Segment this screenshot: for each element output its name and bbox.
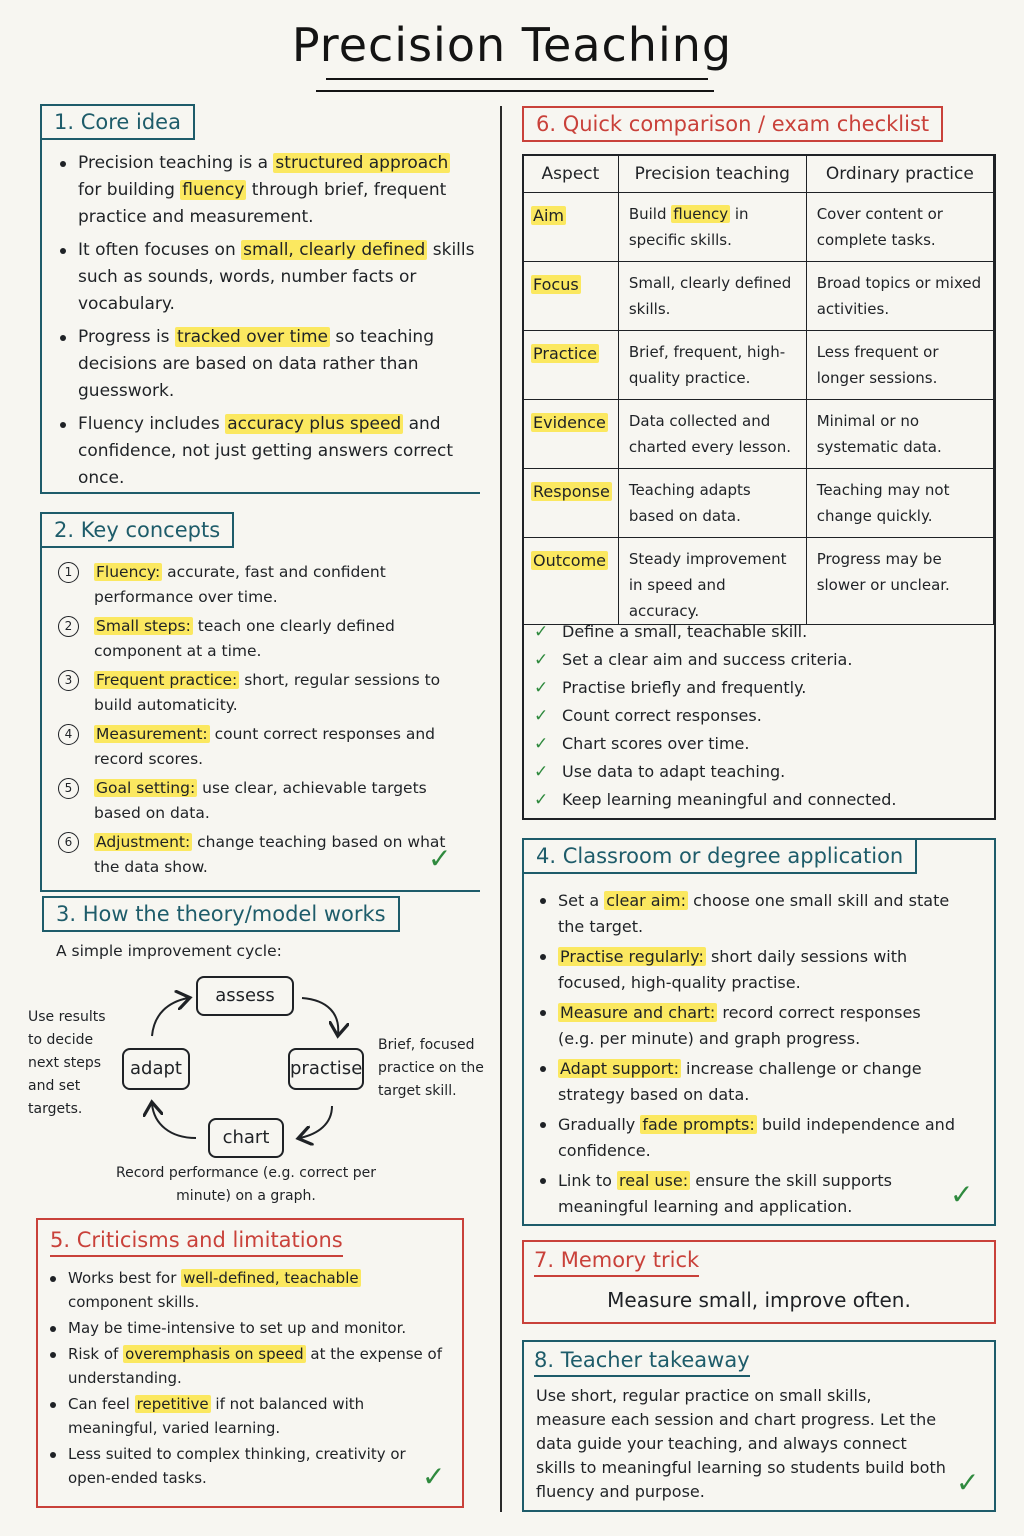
- list-item: Less suited to complex thinking, creativity or open-ended tasks.: [46, 1442, 446, 1490]
- table-row: [523, 331, 994, 400]
- check-icon: ✓: [428, 842, 452, 875]
- table-row: [523, 193, 994, 262]
- list-item: 3 Frequent practice: short, regular sessions to build automaticity.: [58, 668, 468, 718]
- table-cell: Less frequent or longer sessions.: [806, 331, 993, 400]
- section-comparison: [522, 154, 996, 820]
- section-heading: 2. Key concepts: [40, 512, 234, 548]
- list-item: ✓ Define a small, teachable skill.: [534, 618, 984, 646]
- highlight: fluency: [182, 180, 245, 200]
- list-item: 4 Measurement: count correct responses and record scores.: [58, 722, 468, 772]
- highlight: well-defined, teachable: [183, 1269, 359, 1287]
- list-item: 1 Fluency: accurate, fast and confident performance over time.: [58, 560, 468, 610]
- table-cell: Steady improvement in speed and accuracy.: [618, 538, 806, 625]
- note-adapt: Use results to decide next steps and set targets.: [28, 1009, 106, 1117]
- table-row: [523, 538, 994, 625]
- section-heading: 3. How the theory/model works: [42, 896, 400, 932]
- section-takeaway: [522, 1340, 996, 1512]
- list-item: Fluency includes accuracy plus speed and confidence, not just getting answers correct once.: [56, 411, 476, 492]
- criticisms-list: [46, 1266, 446, 1492]
- list-item: May be time-intensive to set up and monitor.: [46, 1316, 446, 1340]
- highlight: fade prompts:: [642, 1115, 755, 1134]
- section-heading: 7. Memory trick: [534, 1248, 699, 1277]
- highlight: clear aim:: [606, 891, 687, 910]
- highlight: fluency: [673, 205, 729, 223]
- section-memory-trick: [522, 1240, 996, 1324]
- aspect-label: Aim: [533, 206, 564, 225]
- column-divider: [500, 106, 502, 1512]
- page-title: Precision Teaching: [291, 18, 733, 72]
- check-icon: ✓: [534, 678, 549, 698]
- term: Small steps:: [96, 617, 191, 635]
- takeaway-text: Use short, regular practice on small skills, measure each session and chart progress. Let the data guide your teaching, and always connect skills to meaningful learning so students build both fluency and purpose.: [536, 1386, 946, 1501]
- highlight: Practise regularly:: [560, 947, 704, 966]
- table-cell: Broad topics or mixed activities.: [806, 262, 993, 331]
- arrow-practise-chart: [300, 1106, 332, 1138]
- aspect-label: Response: [533, 482, 610, 501]
- number-badge: 6: [58, 832, 79, 853]
- check-icon: ✓: [534, 650, 549, 670]
- term: Frequent practice:: [96, 671, 238, 689]
- title-underline-2: [316, 90, 714, 92]
- memory-trick-text: Measure small, improve often.: [607, 1288, 911, 1312]
- exam-checklist: [534, 618, 984, 814]
- note-chart: Record performance (e.g. correct per minute) on a graph.: [116, 1165, 376, 1204]
- check-icon: ✓: [534, 790, 549, 810]
- list-item: ✓ Set a clear aim and success criteria.: [534, 646, 984, 674]
- list-item: Can feel repetitive if not balanced with meaningful, varied learning.: [46, 1392, 446, 1440]
- table-cell: Build fluency in specific skills.: [618, 193, 806, 262]
- check-icon: ✓: [956, 1466, 980, 1499]
- list-item: Progress is tracked over time so teaching decisions are based on data rather than guesswork.: [56, 324, 476, 405]
- check-icon: ✓: [534, 706, 549, 726]
- table-cell: Progress may be slower or unclear.: [806, 538, 993, 625]
- section-heading: 1. Core idea: [40, 104, 195, 140]
- number-badge: 4: [58, 724, 79, 745]
- list-item: Precision teaching is a structured approach for building fluency through brief, frequent practice and measurement.: [56, 150, 476, 231]
- section-key-concepts: [40, 512, 480, 892]
- section-heading: 5. Criticisms and limitations: [50, 1228, 343, 1257]
- check-icon: ✓: [534, 734, 549, 754]
- highlight: repetitive: [136, 1395, 209, 1413]
- number-badge: 3: [58, 670, 79, 691]
- highlight: overemphasis on speed: [125, 1345, 304, 1363]
- number-badge: 5: [58, 778, 79, 799]
- cycle-node-assess: assess: [196, 976, 294, 1016]
- list-item: Measure and chart: record correct responses (e.g. per minute) and graph progress.: [536, 1000, 956, 1052]
- highlight: accuracy plus speed: [227, 414, 402, 434]
- aspect-label: Practice: [533, 344, 597, 363]
- section-classroom: [522, 838, 996, 1226]
- cycle-intro: A simple improvement cycle:: [56, 942, 282, 960]
- number-badge: 1: [58, 562, 79, 583]
- list-item: Risk of overemphasis on speed at the expense of understanding.: [46, 1342, 446, 1390]
- list-item: ✓ Use data to adapt teaching.: [534, 758, 984, 786]
- list-item: 6 Adjustment: change teaching based on what the data show.: [58, 830, 468, 880]
- section-theory: [28, 890, 484, 1210]
- column-header: Ordinary practice: [806, 155, 993, 193]
- section-heading: 8. Teacher takeaway: [534, 1348, 750, 1377]
- table-cell: Small, clearly defined skills.: [618, 262, 806, 331]
- highlight: tracked over time: [176, 327, 328, 347]
- section-heading: 4. Classroom or degree application: [522, 838, 917, 874]
- arrow-chart-adapt: [152, 1104, 196, 1138]
- check-icon: ✓: [534, 762, 549, 782]
- table-cell: Teaching adapts based on data.: [618, 469, 806, 538]
- list-item: ✓ Practise briefly and frequently.: [534, 674, 984, 702]
- list-item: ✓ Count correct responses.: [534, 702, 984, 730]
- table-cell: Teaching may not change quickly.: [806, 469, 993, 538]
- list-item: Gradually fade prompts: build independence and confidence.: [536, 1112, 956, 1164]
- table-row: [523, 262, 994, 331]
- cycle-node-chart: chart: [208, 1118, 284, 1158]
- table-cell: Data collected and charted every lesson.: [618, 400, 806, 469]
- number-badge: 2: [58, 616, 79, 637]
- highlight: Measure and chart:: [560, 1003, 716, 1022]
- cycle-node-practise: practise: [288, 1048, 364, 1090]
- table-row: [523, 400, 994, 469]
- term: Fluency:: [96, 563, 161, 581]
- aspect-label: Evidence: [533, 413, 606, 432]
- core-idea-list: [56, 150, 476, 498]
- aspect-label: Outcome: [533, 551, 607, 570]
- table-cell: Brief, frequent, high-quality practice.: [618, 331, 806, 400]
- term: Measurement:: [96, 725, 208, 743]
- comparison-table: [522, 154, 994, 625]
- highlight: small, clearly defined: [243, 240, 426, 260]
- check-icon: ✓: [950, 1178, 974, 1211]
- table-cell: Cover content or complete tasks.: [806, 193, 993, 262]
- note-practise: Brief, focused practice on the target skill.: [378, 1037, 484, 1099]
- table-row: [523, 469, 994, 538]
- table-cell: Minimal or no systematic data.: [806, 400, 993, 469]
- arrow-adapt-assess: [152, 998, 188, 1036]
- aspect-label: Focus: [533, 275, 579, 294]
- list-item: It often focuses on small, clearly defined skills such as sounds, words, number facts or vocabulary.: [56, 237, 476, 318]
- list-item: Set a clear aim: choose one small skill and state the target.: [536, 888, 956, 940]
- list-item: ✓ Chart scores over time.: [534, 730, 984, 758]
- cycle-node-adapt: adapt: [122, 1048, 190, 1090]
- section-heading-comparison: 6. Quick comparison / exam checklist: [522, 106, 943, 142]
- section-criticisms: [36, 1218, 464, 1508]
- list-item: Practise regularly: short daily sessions with focused, high-quality practise.: [536, 944, 956, 996]
- title-underline: [326, 78, 708, 80]
- section-core-idea: [40, 104, 480, 494]
- list-item: 5 Goal setting: use clear, achievable targets based on data.: [58, 776, 468, 826]
- list-item: Link to real use: ensure the skill supports meaningful learning and application.: [536, 1168, 956, 1220]
- arrow-assess-practise: [302, 998, 338, 1034]
- list-item: ✓ Keep learning meaningful and connected.: [534, 786, 984, 814]
- highlight: structured approach: [275, 153, 449, 173]
- highlight: real use:: [619, 1171, 689, 1190]
- check-icon: ✓: [534, 622, 549, 642]
- list-item: Adapt support: increase challenge or change strategy based on data.: [536, 1056, 956, 1108]
- column-header: Precision teaching: [618, 155, 806, 193]
- check-icon: ✓: [422, 1460, 446, 1493]
- term: Goal setting:: [96, 779, 196, 797]
- highlight: Adapt support:: [560, 1059, 679, 1078]
- column-header: Aspect: [523, 155, 619, 193]
- term: Adjustment:: [96, 833, 191, 851]
- key-concepts-list: [58, 560, 468, 884]
- classroom-list: [536, 888, 956, 1224]
- list-item: 2 Small steps: teach one clearly defined component at a time.: [58, 614, 468, 664]
- list-item: Works best for well-defined, teachable component skills.: [46, 1266, 446, 1314]
